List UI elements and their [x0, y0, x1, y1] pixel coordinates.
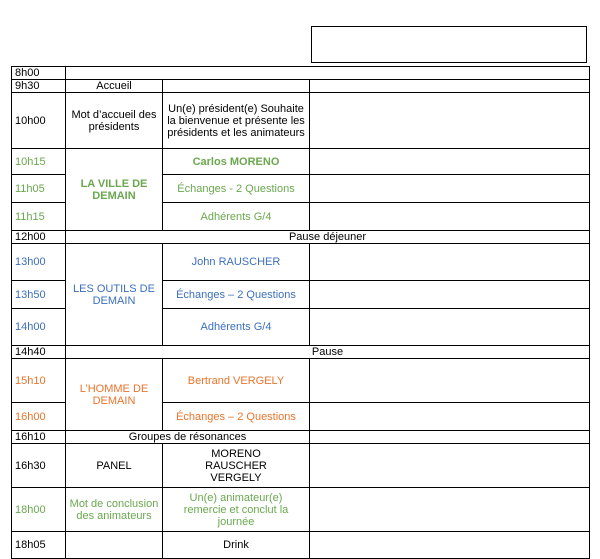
row-1200 — [12, 231, 590, 244]
time-cell: 12h00 — [12, 231, 66, 244]
row-0800 — [12, 67, 590, 80]
notes-cell — [310, 175, 590, 203]
empty-cell — [66, 532, 163, 559]
notes-cell — [310, 244, 590, 281]
theme-cell: Mot d’accueil des présidents — [66, 93, 163, 149]
break-label: Groupes de résonances — [66, 431, 310, 444]
time-cell: 14h00 — [12, 309, 66, 346]
schedule-table — [11, 66, 590, 559]
notes-cell — [310, 203, 590, 231]
notes-cell — [310, 93, 590, 149]
time-cell: 13h50 — [12, 281, 66, 309]
row-1300 — [12, 244, 590, 281]
time-cell: 11h05 — [12, 175, 66, 203]
theme-cell: Mot de conclusion des animateurs — [66, 488, 163, 532]
empty-cell — [163, 80, 310, 93]
notes-cell — [310, 309, 590, 346]
time-cell: 10h00 — [12, 93, 66, 149]
theme-cell: Accueil — [66, 80, 163, 93]
break-label: Pause déjeuner — [66, 231, 590, 244]
time-cell: 8h00 — [12, 67, 66, 80]
notes-cell — [310, 532, 590, 559]
time-cell: 15h10 — [12, 359, 66, 403]
empty-cell — [310, 80, 590, 93]
time-cell: 10h15 — [12, 149, 66, 175]
time-cell: 14h40 — [12, 346, 66, 359]
row-1805 — [12, 532, 590, 559]
notes-cell — [310, 359, 590, 403]
row-1800 — [12, 488, 590, 532]
time-cell: 16h10 — [12, 431, 66, 444]
row-1630 — [12, 444, 590, 488]
activity-cell: Bertrand VERGELY — [163, 359, 310, 403]
row-1000 — [12, 93, 590, 149]
empty-cell — [66, 67, 590, 80]
theme-cell: PANEL — [66, 444, 163, 488]
activity-cell: Échanges - 2 Questions — [163, 175, 310, 203]
notes-cell — [310, 149, 590, 175]
notes-cell — [310, 281, 590, 309]
notes-cell — [310, 403, 590, 431]
theme-outils: LES OUTILS DE DEMAIN — [66, 244, 163, 346]
row-1610 — [12, 431, 590, 444]
activity-cell: Adhérents G/4 — [163, 309, 310, 346]
break-label: Pause — [66, 346, 590, 359]
top-empty-box — [311, 26, 587, 63]
activity-cell: Échanges – 2 Questions — [163, 281, 310, 309]
row-0930 — [12, 80, 590, 93]
notes-cell — [310, 444, 590, 488]
activity-cell: MORENO RAUSCHER VERGELY — [163, 444, 310, 488]
row-1015 — [12, 149, 590, 175]
row-1440 — [12, 346, 590, 359]
activity-cell: Un(e) animateur(e) remercie et conclut la journée — [163, 488, 310, 532]
activity-cell: Échanges – 2 Questions — [163, 403, 310, 431]
activity-cell: Carlos MORENO — [163, 149, 310, 175]
theme-ville: LA VILLE DE DEMAIN — [66, 149, 163, 231]
activity-cell: Adhérents G/4 — [163, 203, 310, 231]
time-cell: 16h30 — [12, 444, 66, 488]
activity-cell: Un(e) président(e) Souhaite la bienvenue et présente les présidents et les animateurs — [163, 93, 310, 149]
time-cell: 9h30 — [12, 80, 66, 93]
notes-cell — [310, 488, 590, 532]
activity-cell: Drink — [163, 532, 310, 559]
activity-cell: John RAUSCHER — [163, 244, 310, 281]
notes-cell — [310, 431, 590, 444]
time-cell: 13h00 — [12, 244, 66, 281]
theme-homme: L’HOMME DE DEMAIN — [66, 359, 163, 431]
time-cell: 18h00 — [12, 488, 66, 532]
time-cell: 18h05 — [12, 532, 66, 559]
row-1510 — [12, 359, 590, 403]
time-cell: 11h15 — [12, 203, 66, 231]
time-cell: 16h00 — [12, 403, 66, 431]
